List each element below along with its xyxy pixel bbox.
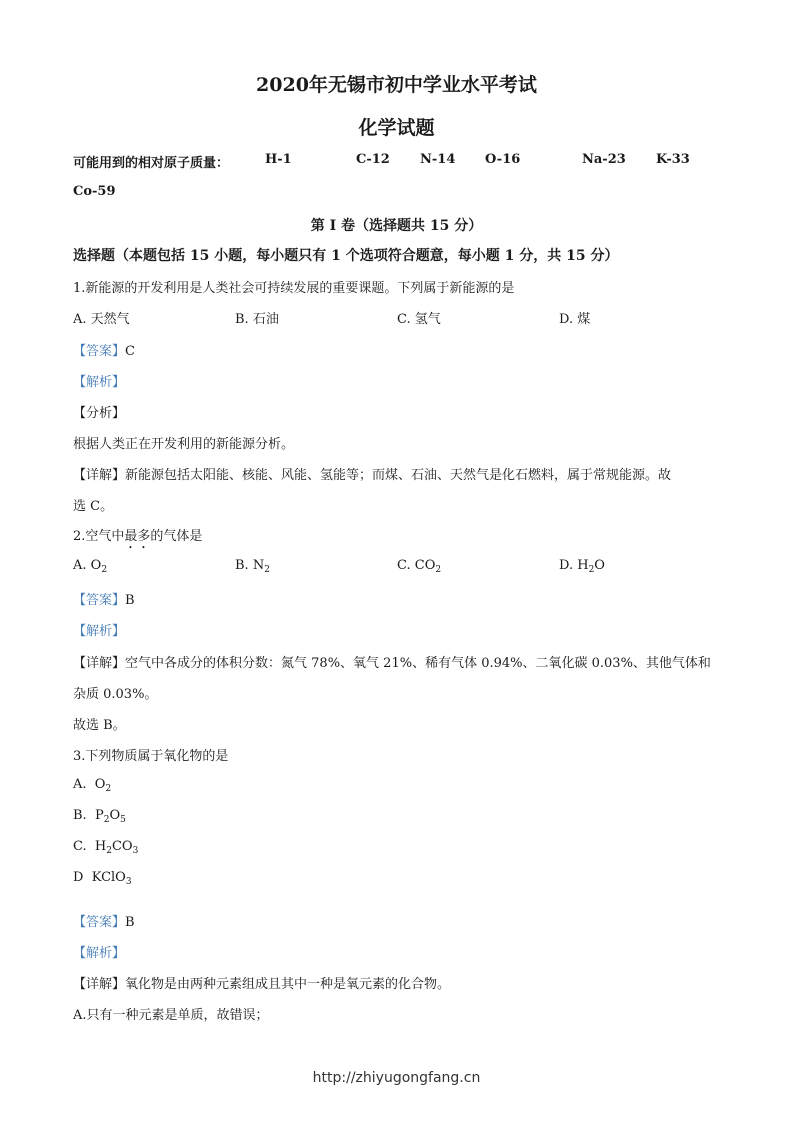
q3-detail xyxy=(73,973,450,992)
q2-detail-cont: 杂质 0.03%。 xyxy=(73,687,158,702)
q2-option-d: D. $H_2O$ xyxy=(559,558,605,575)
q1-analysis-tag: 【解析】 xyxy=(73,375,126,390)
q1-option-b: B. 石油 xyxy=(235,312,279,327)
atomic-mass-label: 可能用到的相对原子质量： xyxy=(73,156,230,171)
q3-note-a: A.只有一种元素是单质，故错误； xyxy=(73,1008,269,1023)
q2-detail-text: 空气中各成分的体积分数：氮气 78%、氧气 21%、稀有气体 0.94%、二氧化碳 0.03%、其他气体和 xyxy=(125,656,711,671)
answer-tag: 【答案】 xyxy=(73,344,126,359)
q2-stem-pre: 2.空气中 xyxy=(73,529,125,544)
footer-url: http://zhiyugongfang.cn xyxy=(312,1070,481,1086)
q2-stem-emph: 最多 xyxy=(124,529,151,544)
atomic-mass-o: O-16 xyxy=(485,152,521,167)
q1-answer xyxy=(73,340,135,359)
q2-answer xyxy=(73,589,135,608)
q1-detail-cont: 选 C。 xyxy=(73,499,114,514)
q3-answer-value: B xyxy=(125,915,135,930)
q2-option-c: C. $CO_2$ xyxy=(397,558,442,575)
detail-tag: 【详解】 xyxy=(73,468,126,483)
q3-answer xyxy=(73,911,135,930)
q1-option-a: A. 天然气 xyxy=(73,312,130,327)
q1-option-d: D. 煤 xyxy=(559,312,591,327)
exam-title: 2020年无锡市初中学业水平考试 xyxy=(256,74,537,96)
answer-tag: 【答案】 xyxy=(73,593,126,608)
q1-fenxi-tag: 【分析】 xyxy=(73,406,126,421)
exam-subtitle: 化学试题 xyxy=(358,117,435,139)
atomic-mass-c: C-12 xyxy=(356,152,390,167)
detail-tag: 【详解】 xyxy=(73,656,126,671)
atomic-mass-co: Co-59 xyxy=(73,184,116,199)
q1-detail xyxy=(73,464,671,483)
q1-stem: 1.新能源的开发利用是人类社会可持续发展的重要课题。下列属于新能源的是 xyxy=(73,281,515,296)
answer-tag: 【答案】 xyxy=(73,915,126,930)
q2-option-a: A. $O_2$ xyxy=(73,558,108,575)
q2-detail xyxy=(73,652,711,671)
q1-fenxi-text: 根据人类正在开发利用的新能源分析。 xyxy=(73,437,295,452)
q3-option-d: D KClO$_3$ xyxy=(73,870,132,887)
q1-option-c: C. 氢气 xyxy=(397,312,441,327)
q2-conclusion: 故选 B。 xyxy=(73,718,126,733)
q2-stem-post: 的气体是 xyxy=(150,529,203,544)
q2-analysis-tag: 【解析】 xyxy=(73,624,126,639)
q3-option-c: C. $H_2CO_3$ xyxy=(73,839,139,856)
q2-option-b: B. $N_2$ xyxy=(235,558,270,575)
detail-tag: 【详解】 xyxy=(73,977,126,992)
q3-detail-text: 氧化物是由两种元素组成且其中一种是氧元素的化合物。 xyxy=(125,977,451,992)
q2-answer-value: B xyxy=(125,593,135,608)
q1-detail-text: 新能源包括太阳能、核能、风能、氢能等；而煤、石油、天然气是化石燃料，属于常规能源。故 xyxy=(125,468,672,483)
section-title: 第 I 卷（选择题共 15 分） xyxy=(310,218,483,234)
q3-option-a: A. $O_2$ xyxy=(73,777,112,794)
q3-stem: 3.下列物质属于氧化物的是 xyxy=(73,749,229,764)
section-instruction: 选择题（本题包括 15 小题，每小题只有 1 个选项符合题意，每小题 1 分，共 15 分） xyxy=(73,248,619,264)
q3-option-b: B. $P_2O_5$ xyxy=(73,808,126,825)
q1-answer-value: C xyxy=(125,344,135,359)
atomic-mass-k: K-33 xyxy=(656,152,690,167)
atomic-mass-h: H-1 xyxy=(265,152,292,167)
atomic-mass-n: N-14 xyxy=(420,152,456,167)
atomic-mass-na: Na-23 xyxy=(582,152,626,167)
q2-stem xyxy=(73,525,202,552)
q3-analysis-tag: 【解析】 xyxy=(73,946,126,961)
